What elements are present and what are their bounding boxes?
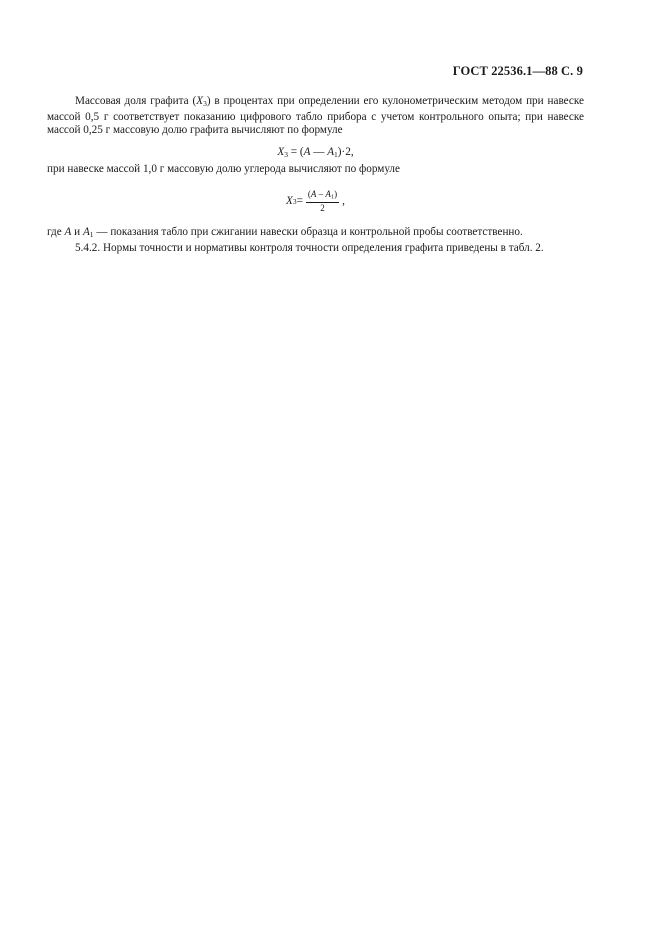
formula-x3-10g: X 3 = $\frac{(A - A_1)}{2}$ , xyxy=(286,188,345,214)
paragraph-graphite-mass-fraction: Массовая доля графита $(X_3)$ в процентах при определении его кулонометрическим методом при навеске массой 0,5 г соответствует показанию цифрового табло прибора с учетом контрольного опыта; при навеске массой 0,25 г массовую долю графита вычисляют по формуле xyxy=(47,95,584,137)
paragraph-variable-definitions: где A и $A_1$ — показания табло при сжигании навески образца и контрольной пробы соответственно. xyxy=(47,226,523,240)
paragraph-section-5-4-2: 5.4.2. Нормы точности и нормативы контроля точности определения графита приведены в табл. 2. xyxy=(75,242,544,255)
formula-fraction xyxy=(306,189,339,215)
formula-x3-025g: $X_3 = (A$ — $A_1)\cdot 2$, xyxy=(277,145,354,159)
fraction-denominator: 2 xyxy=(320,203,325,214)
page-header: ГОСТ 22536.1—88 С. 9 xyxy=(452,64,583,78)
fraction-numerator: $(A - A_1)$ xyxy=(306,189,339,204)
paragraph-carbon-formula-intro: при навеске массой 1,0 г массовую долю углерода вычисляют по формуле xyxy=(47,163,400,176)
document-body xyxy=(47,95,584,256)
